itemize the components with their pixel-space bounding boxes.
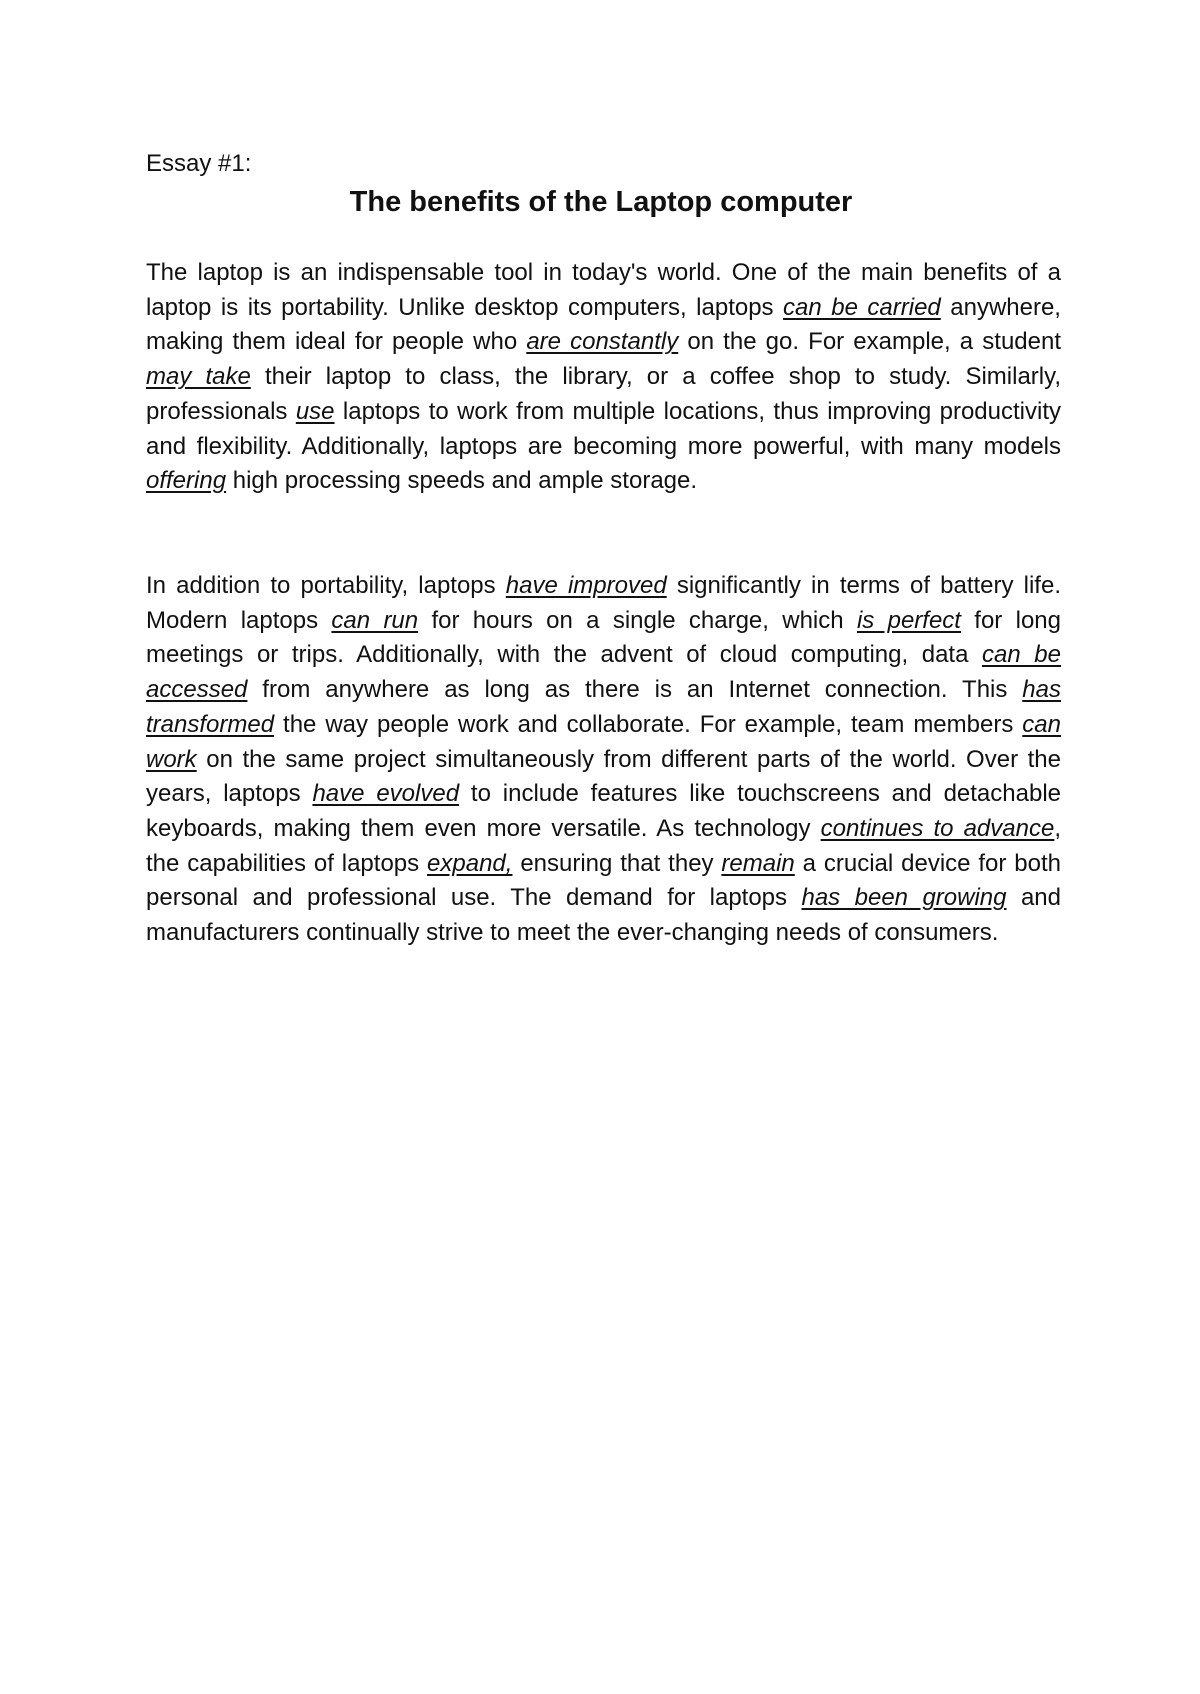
verb-phrase: has been growing [801, 884, 1007, 912]
text-run: and manufacturers continually strive to meet the ever-changing needs of consumers. [146, 884, 1062, 947]
essay-paragraph-1 [146, 256, 1061, 499]
text-run: In addition to portability, laptops [146, 572, 506, 599]
verb-phrase: can run [331, 606, 419, 634]
verb-phrase: has transformed [146, 676, 1061, 738]
text-run: high processing speeds and ample storage. [226, 467, 698, 495]
essay-label: Essay #1: [146, 150, 252, 177]
text-run: to include features like touchscreens and detachable keyboards, making them even more versatile. As technology [146, 780, 1061, 842]
essay-paragraph-2 [146, 569, 1061, 951]
text-run: on the go. For example, a student [678, 328, 1062, 356]
verb-phrase: can be accessed [146, 641, 1062, 704]
text-run: a crucial device for both personal and professional use. The demand for laptops [146, 849, 1061, 912]
text-run: laptops to work from multiple locations, thus improving productivity and flexibility. Additionally, laptops are becoming more powerful, with many models [146, 397, 1062, 460]
verb-phrase: may take [146, 363, 251, 391]
essay-title: The benefits of the Laptop computer [349, 186, 853, 218]
text-run: on the same project simultaneously from different parts of the world. Over the years, laptops [146, 745, 1061, 808]
verb-phrase: continues to advance [820, 814, 1055, 842]
verb-phrase: are constantly [526, 328, 679, 356]
text-run: , the capabilities of laptops [146, 814, 1061, 877]
verb-phrase: use [295, 397, 335, 425]
text-run: The laptop is an indispensable tool in today's world. One of the main benefits of a laptop is its portability. Unlike desktop computers, laptops [146, 259, 1061, 321]
verb-phrase: have improved [505, 572, 667, 599]
text-run: for long meetings or trips. Additionally, with the advent of cloud computing, data [146, 606, 1061, 669]
verb-phrase: remain [721, 849, 795, 877]
text-run: significantly in terms of battery life. Modern laptops [146, 572, 1061, 634]
text-run: their laptop to class, the library, or a coffee shop to study. Similarly, professionals [146, 363, 1062, 425]
verb-phrase: offering [146, 467, 227, 495]
verb-phrase: expand, [427, 849, 513, 877]
text-run: ensuring that they [512, 849, 722, 877]
verb-phrase: can be carried [783, 293, 941, 321]
verb-phrase: can work [146, 710, 1061, 773]
text-run: for hours on a single charge, which [418, 606, 857, 634]
verb-phrase: is perfect [856, 606, 961, 634]
text-run: from anywhere as long as there is an Internet connection. This [247, 676, 1023, 704]
text-run: anywhere, making them ideal for people who [146, 293, 1061, 356]
text-run: the way people work and collaborate. For example, team members [274, 710, 1023, 738]
verb-phrase: have evolved [312, 780, 460, 808]
